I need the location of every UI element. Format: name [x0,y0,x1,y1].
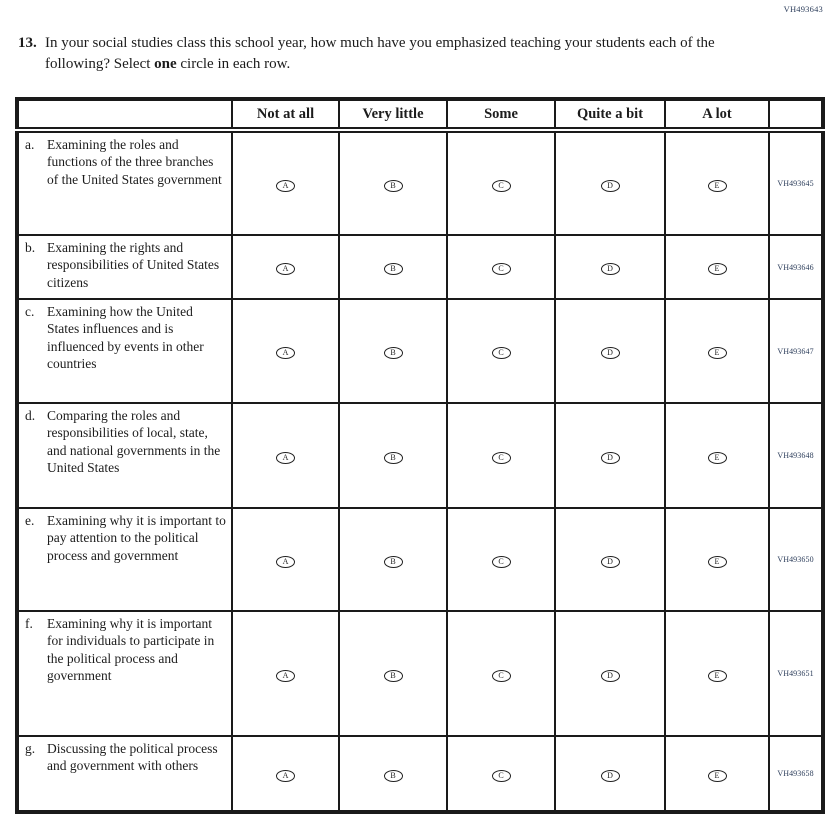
row-label-cell [17,508,232,611]
column-header-very-little: Very little [339,99,447,130]
row-marker: d. [25,408,36,423]
row-label-text: Examining why it is important to pay attention to the political process and government [47,513,226,563]
survey-matrix-table [15,97,825,814]
option-cell-a-lot [665,299,769,403]
option-cell-a-lot [665,235,769,299]
table-row-g [17,736,823,812]
table-row-a [17,130,823,235]
answer-bubble-a[interactable]: A [276,670,295,682]
answer-bubble-d[interactable]: D [601,556,620,568]
row-label-text: Examining how the United States influences and is influenced by events in other countries [47,304,204,371]
answer-bubble-b[interactable]: B [384,263,403,275]
option-cell-a-lot [665,736,769,812]
row-label-text: Examining the roles and functions of the three branches of the United States government [47,137,222,187]
answer-bubble-d[interactable]: D [601,770,620,782]
row-label-cell [17,235,232,299]
row-label-cell [17,403,232,508]
row-code: VH493648 [769,403,823,508]
row-marker: g. [25,741,36,756]
row-label-text: Examining the rights and responsibilities of United States citizens [47,240,220,290]
answer-bubble-d[interactable]: D [601,263,620,275]
option-cell-quite-a-bit [555,299,665,403]
option-cell-not-at-all [232,403,339,508]
option-cell-very-little [339,299,447,403]
option-cell-a-lot [665,130,769,235]
row-code: VH493650 [769,508,823,611]
option-cell-quite-a-bit [555,130,665,235]
table-row-d [17,403,823,508]
option-cell-very-little [339,235,447,299]
option-cell-not-at-all [232,508,339,611]
row-marker: b. [25,240,36,255]
row-marker: a. [25,137,35,152]
question-text-after: circle in each row. [176,55,291,72]
option-cell-some [447,611,555,736]
answer-bubble-c[interactable]: C [492,263,511,275]
row-label-cell [17,299,232,403]
option-cell-quite-a-bit [555,235,665,299]
answer-bubble-b[interactable]: B [384,347,403,359]
answer-bubble-a[interactable]: A [276,347,295,359]
column-header-quite-a-bit: Quite a bit [555,99,665,130]
answer-bubble-c[interactable]: C [492,180,511,192]
answer-bubble-d[interactable]: D [601,670,620,682]
answer-bubble-a[interactable]: A [276,263,295,275]
row-code: VH493645 [769,130,823,235]
answer-bubble-a[interactable]: A [276,452,295,464]
option-cell-very-little [339,736,447,812]
row-label-text: Discussing the political process and government with others [47,741,218,774]
option-cell-very-little [339,130,447,235]
row-label-cell [17,130,232,235]
answer-bubble-d[interactable]: D [601,452,620,464]
table-row-c [17,299,823,403]
option-cell-very-little [339,611,447,736]
row-code: VH493646 [769,235,823,299]
answer-bubble-d[interactable]: D [601,180,620,192]
option-cell-quite-a-bit [555,736,665,812]
option-cell-some [447,736,555,812]
question-text-before: In your social studies class this school year, how much have you emphasized teaching your students each of the following? Select [45,35,715,72]
option-cell-a-lot [665,611,769,736]
form-code-top-right: VH493643 [783,4,823,14]
option-cell-a-lot [665,508,769,611]
option-cell-not-at-all [232,235,339,299]
answer-bubble-c[interactable]: C [492,770,511,782]
row-code: VH493647 [769,299,823,403]
option-cell-not-at-all [232,299,339,403]
answer-bubble-b[interactable]: B [384,452,403,464]
option-cell-quite-a-bit [555,611,665,736]
option-cell-quite-a-bit [555,403,665,508]
option-cell-some [447,299,555,403]
answer-bubble-a[interactable]: A [276,770,295,782]
column-header-a-lot: A lot [665,99,769,130]
column-header-not-at-all: Not at all [232,99,339,130]
answer-bubble-c[interactable]: C [492,556,511,568]
answer-bubble-b[interactable]: B [384,180,403,192]
answer-bubble-b[interactable]: B [384,556,403,568]
answer-bubble-b[interactable]: B [384,670,403,682]
answer-bubble-e[interactable]: E [708,556,727,568]
answer-bubble-a[interactable]: A [276,180,295,192]
question-number: 13. [18,35,37,51]
answer-bubble-e[interactable]: E [708,347,727,359]
option-cell-some [447,235,555,299]
table-row-e [17,508,823,611]
option-cell-a-lot [665,403,769,508]
header-row [17,99,823,130]
answer-bubble-e[interactable]: E [708,180,727,192]
column-header-some: Some [447,99,555,130]
option-cell-some [447,130,555,235]
option-cell-not-at-all [232,611,339,736]
answer-bubble-e[interactable]: E [708,770,727,782]
option-cell-some [447,403,555,508]
row-label-cell [17,736,232,812]
table-row-b [17,235,823,299]
answer-bubble-c[interactable]: C [492,452,511,464]
answer-bubble-c[interactable]: C [492,670,511,682]
row-marker: c. [25,304,35,319]
option-cell-not-at-all [232,736,339,812]
option-cell-quite-a-bit [555,508,665,611]
answer-bubble-e[interactable]: E [708,263,727,275]
option-cell-some [447,508,555,611]
row-marker: e. [25,513,35,528]
answer-bubble-b[interactable]: B [384,770,403,782]
option-cell-very-little [339,508,447,611]
answer-bubble-d[interactable]: D [601,347,620,359]
answer-bubble-e[interactable]: E [708,452,727,464]
column-header-code-blank [769,99,823,130]
row-code: VH493658 [769,736,823,812]
option-cell-not-at-all [232,130,339,235]
answer-bubble-a[interactable]: A [276,556,295,568]
row-label-text: Comparing the roles and responsibilities of local, state, and national governments in the United States [47,408,221,475]
question-block [18,33,758,74]
table-row-f [17,611,823,736]
row-code: VH493651 [769,611,823,736]
row-label-text: Examining why it is important for individuals to participate in the political process and government [47,616,215,683]
option-cell-very-little [339,403,447,508]
question-text [45,33,735,74]
row-marker: f. [25,616,33,631]
row-label-cell [17,611,232,736]
question-text-bold-word: one [154,55,177,72]
answer-bubble-c[interactable]: C [492,347,511,359]
answer-bubble-e[interactable]: E [708,670,727,682]
header-item-blank [17,99,232,130]
